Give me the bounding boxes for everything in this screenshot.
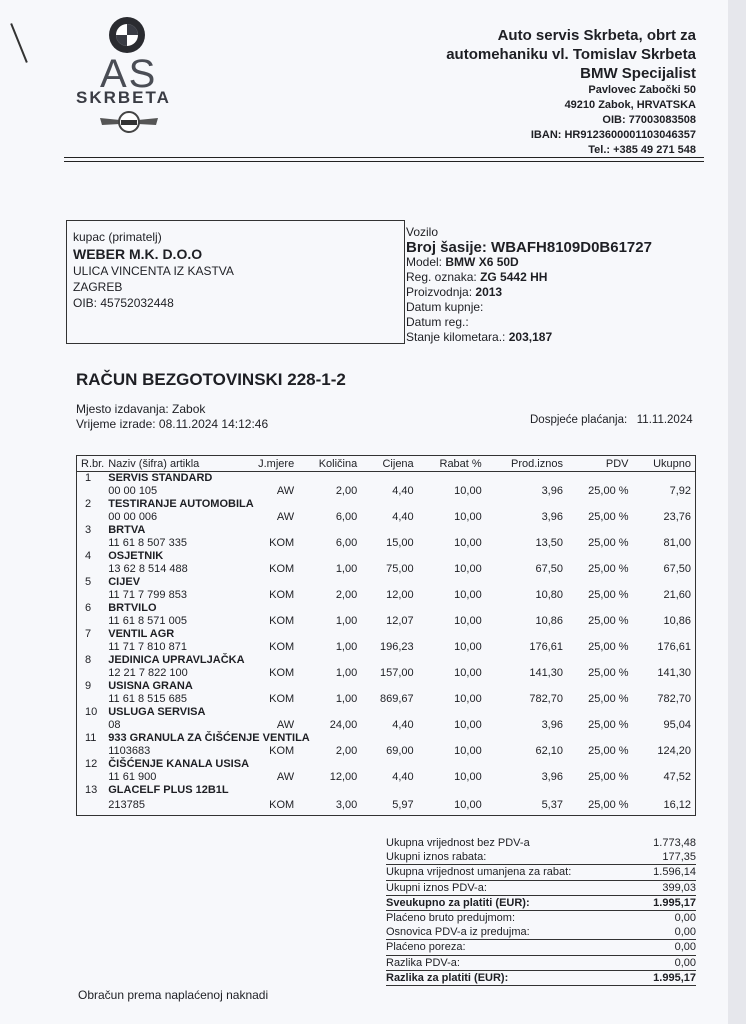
company-city: 49210 Zabok, HRVATSKA bbox=[564, 99, 696, 111]
totals-label: Plaćeno bruto predujmom: bbox=[386, 911, 516, 924]
totals-row bbox=[386, 896, 696, 911]
reg-date-label: Datum reg.: bbox=[406, 315, 469, 329]
table-row-values bbox=[77, 797, 696, 815]
totals-row bbox=[386, 956, 696, 971]
company-address: Pavlovec Zabočki 50 bbox=[588, 84, 696, 96]
totals-row bbox=[386, 911, 696, 925]
item-qty: 1,00 bbox=[335, 563, 358, 575]
table-header-row bbox=[77, 456, 696, 472]
item-no: 4 bbox=[85, 550, 92, 562]
vehicle-label: Vozilo bbox=[406, 225, 439, 239]
model-value: BMW X6 50D bbox=[445, 255, 519, 269]
table-row-values bbox=[77, 563, 696, 576]
item-prod: 176,61 bbox=[529, 641, 563, 653]
item-vat: 25,00 % bbox=[588, 589, 629, 601]
totals-row bbox=[386, 850, 696, 865]
totals-value: 0,00 bbox=[674, 956, 696, 969]
logo-as-text: AS bbox=[100, 52, 158, 96]
table-row-values bbox=[77, 537, 696, 550]
item-qty: 2,00 bbox=[335, 485, 358, 497]
totals-row bbox=[386, 925, 696, 940]
item-prod: 3,96 bbox=[541, 771, 563, 783]
col-price: Cijena bbox=[361, 456, 417, 472]
item-discount: 10,00 bbox=[454, 719, 482, 731]
vehicle-info bbox=[406, 225, 652, 345]
item-prod: 5,37 bbox=[541, 799, 563, 812]
item-code: 00 00 105 bbox=[108, 485, 158, 497]
totals-value: 1.773,48 bbox=[653, 837, 696, 849]
item-unit: KOM bbox=[269, 693, 295, 705]
totals-value: 0,00 bbox=[674, 941, 696, 954]
table-row bbox=[77, 472, 696, 486]
due-date bbox=[530, 414, 693, 426]
item-no: 9 bbox=[85, 680, 92, 692]
item-name: JEDINICA UPRAVLJAČKA bbox=[108, 654, 245, 666]
header-divider bbox=[64, 157, 704, 158]
item-code: 11 71 7 799 853 bbox=[108, 589, 187, 601]
issue-info bbox=[76, 402, 268, 432]
item-price: 4,40 bbox=[392, 771, 414, 783]
year-value: 2013 bbox=[475, 285, 503, 299]
table-row-values bbox=[77, 667, 696, 680]
item-name: VENTIL AGR bbox=[108, 628, 175, 640]
item-prod: 10,80 bbox=[535, 589, 563, 601]
totals-value: 399,03 bbox=[662, 881, 696, 894]
item-vat: 25,00 % bbox=[588, 667, 629, 679]
items-table bbox=[76, 455, 696, 816]
chassis-value: WBAFH8109D0B61727 bbox=[491, 239, 652, 256]
purchase-date-label: Datum kupnje: bbox=[406, 300, 484, 314]
item-discount: 10,00 bbox=[454, 537, 482, 549]
item-code: 213785 bbox=[108, 799, 145, 812]
year-label: Proizvodnja: bbox=[406, 285, 473, 299]
item-name: BRTVILO bbox=[108, 602, 157, 614]
item-name: 933 GRANULA ZA ČIŠĆENJE VENTILA bbox=[108, 732, 310, 744]
item-qty: 1,00 bbox=[335, 667, 358, 679]
item-unit: KOM bbox=[269, 667, 295, 679]
table-row-values bbox=[77, 511, 696, 524]
table-row bbox=[77, 498, 696, 511]
item-price: 869,67 bbox=[380, 693, 414, 705]
item-price: 75,00 bbox=[386, 563, 414, 575]
totals-block bbox=[386, 836, 696, 986]
item-prod: 782,70 bbox=[529, 693, 563, 705]
table-row-values bbox=[77, 615, 696, 628]
item-price: 4,40 bbox=[392, 719, 414, 731]
company-oib: OIB: 77003083508 bbox=[602, 114, 696, 126]
item-total: 141,30 bbox=[657, 667, 691, 679]
company-line3: BMW Specijalist bbox=[580, 65, 696, 82]
item-prod: 10,86 bbox=[535, 615, 563, 627]
item-qty: 2,00 bbox=[335, 589, 358, 601]
item-unit: AW bbox=[276, 719, 295, 731]
buyer-street: ULICA VINCENTA IZ KASTVA bbox=[73, 264, 234, 278]
item-code: 13 62 8 514 488 bbox=[108, 563, 188, 575]
item-no: 1 bbox=[85, 472, 92, 484]
table-row-values bbox=[77, 485, 696, 498]
item-code: 11 61 8 571 005 bbox=[108, 615, 187, 627]
issue-place: Mjesto izdavanja: Zabok bbox=[76, 402, 206, 416]
item-no: 6 bbox=[85, 602, 92, 614]
chassis-label: Broj šasije: bbox=[406, 239, 487, 256]
totals-value: 1.596,14 bbox=[653, 866, 696, 879]
item-qty: 1,00 bbox=[335, 615, 358, 627]
reg-label: Reg. oznaka: bbox=[406, 270, 477, 284]
company-info bbox=[446, 26, 696, 158]
totals-row bbox=[386, 881, 696, 896]
item-discount: 10,00 bbox=[454, 745, 482, 757]
item-code: 11 61 900 bbox=[108, 771, 157, 783]
item-total: 176,61 bbox=[657, 641, 691, 653]
totals-label: Ukupni iznos rabata: bbox=[386, 851, 487, 864]
item-code: 11 71 7 810 871 bbox=[108, 641, 187, 653]
totals-label: Plaćeno poreza: bbox=[386, 941, 466, 954]
item-unit: AW bbox=[276, 511, 295, 523]
bmw-logo-icon bbox=[108, 16, 146, 54]
item-code: 12 21 7 822 100 bbox=[108, 667, 188, 679]
item-total: 16,12 bbox=[663, 799, 691, 812]
item-name: OSJETNIK bbox=[108, 550, 164, 562]
item-vat: 25,00 % bbox=[588, 693, 629, 705]
item-no: 12 bbox=[85, 758, 98, 770]
table-row-values bbox=[77, 589, 696, 602]
totals-value: 177,35 bbox=[662, 851, 696, 864]
item-discount: 10,00 bbox=[454, 641, 482, 653]
totals-value: 0,00 bbox=[674, 911, 696, 924]
item-price: 196,23 bbox=[380, 641, 414, 653]
col-qty: Količina bbox=[298, 456, 361, 472]
buyer-city: ZAGREB bbox=[73, 280, 123, 294]
footer-note: Obračun prema naplaćenoj naknadi bbox=[78, 988, 269, 1002]
item-qty: 24,00 bbox=[329, 719, 358, 731]
table-row-values bbox=[77, 641, 696, 654]
table-row-values bbox=[77, 693, 696, 706]
item-vat: 25,00 % bbox=[588, 563, 629, 575]
item-total: 81,00 bbox=[663, 537, 691, 549]
table-row bbox=[77, 524, 696, 537]
totals-value: 1.995,17 bbox=[653, 971, 696, 984]
table-row bbox=[77, 628, 696, 641]
table-row bbox=[77, 732, 696, 745]
table-row bbox=[77, 576, 696, 589]
totals-label: Ukupna vrijednost umanjena za rabat: bbox=[386, 866, 572, 879]
item-vat: 25,00 % bbox=[588, 719, 629, 731]
item-vat: 25,00 % bbox=[588, 485, 629, 497]
item-discount: 10,00 bbox=[454, 589, 482, 601]
item-name: CIJEV bbox=[108, 576, 141, 588]
col-prod: Prod.iznos bbox=[486, 456, 567, 472]
table-row-values bbox=[77, 771, 696, 784]
item-vat: 25,00 % bbox=[588, 615, 629, 627]
item-price: 5,97 bbox=[392, 799, 414, 812]
item-unit: KOM bbox=[269, 589, 295, 601]
item-discount: 10,00 bbox=[454, 511, 482, 523]
item-prod: 141,30 bbox=[529, 667, 563, 679]
item-unit: KOM bbox=[269, 563, 295, 575]
item-prod: 13,50 bbox=[535, 537, 563, 549]
item-code: 11 61 8 507 335 bbox=[108, 537, 187, 549]
item-qty: 1,00 bbox=[335, 641, 358, 653]
company-iban: IBAN: HR9123600001103046357 bbox=[530, 129, 696, 141]
item-qty: 6,00 bbox=[335, 537, 358, 549]
item-unit: KOM bbox=[269, 799, 295, 812]
item-vat: 25,00 % bbox=[588, 641, 629, 653]
mini-logo-icon bbox=[98, 110, 160, 134]
buyer-oib: OIB: 45752032448 bbox=[73, 296, 174, 310]
item-total: 10,86 bbox=[663, 615, 691, 627]
table-row bbox=[77, 550, 696, 563]
col-name: Naziv (šifra) artikla bbox=[104, 456, 238, 472]
item-code: 11 61 8 515 685 bbox=[108, 693, 187, 705]
item-unit: AW bbox=[276, 485, 295, 497]
reg-value: ZG 5442 HH bbox=[480, 270, 548, 284]
item-code: 1103683 bbox=[108, 745, 151, 757]
item-name: ČIŠĆENJE KANALA USISA bbox=[108, 758, 250, 770]
table-row-values bbox=[77, 719, 696, 732]
col-total: Ukupno bbox=[633, 456, 696, 472]
item-total: 782,70 bbox=[657, 693, 691, 705]
item-price: 15,00 bbox=[386, 537, 414, 549]
item-no: 3 bbox=[85, 524, 92, 536]
item-prod: 3,96 bbox=[541, 511, 563, 523]
item-qty: 2,00 bbox=[335, 745, 358, 757]
item-vat: 25,00 % bbox=[588, 511, 629, 523]
col-discount: Rabat % bbox=[418, 456, 486, 472]
due-label: Dospjeće plaćanja: bbox=[530, 414, 628, 426]
company-line1: Auto servis Skrbeta, obrt za bbox=[497, 27, 696, 44]
header-divider-2 bbox=[64, 161, 704, 162]
item-unit: KOM bbox=[269, 641, 295, 653]
totals-row bbox=[386, 971, 696, 986]
totals-row bbox=[386, 865, 696, 880]
item-vat: 25,00 % bbox=[588, 745, 629, 757]
item-total: 95,04 bbox=[663, 719, 691, 731]
item-discount: 10,00 bbox=[454, 563, 482, 575]
col-rbr: R.br. bbox=[77, 456, 105, 472]
item-price: 157,00 bbox=[380, 667, 414, 679]
item-vat: 25,00 % bbox=[588, 799, 629, 812]
table-row bbox=[77, 654, 696, 667]
item-code: 00 00 006 bbox=[108, 511, 158, 523]
item-discount: 10,00 bbox=[454, 615, 482, 627]
item-unit: AW bbox=[276, 771, 295, 783]
totals-value: 0,00 bbox=[674, 926, 696, 939]
item-no: 13 bbox=[85, 784, 98, 796]
buyer-box bbox=[66, 220, 405, 344]
item-total: 7,92 bbox=[669, 485, 691, 497]
page-edge bbox=[728, 0, 746, 1024]
item-prod: 67,50 bbox=[535, 563, 563, 575]
item-discount: 10,00 bbox=[454, 771, 482, 783]
totals-row bbox=[386, 940, 696, 955]
table-row-values bbox=[77, 745, 696, 758]
item-discount: 10,00 bbox=[454, 693, 482, 705]
item-vat: 25,00 % bbox=[588, 771, 629, 783]
item-name: TESTIRANJE AUTOMOBILA bbox=[108, 498, 254, 510]
table-row bbox=[77, 706, 696, 719]
item-unit: KOM bbox=[269, 745, 295, 757]
item-qty: 3,00 bbox=[335, 799, 358, 812]
item-name: USLUGA SERVISA bbox=[108, 706, 206, 718]
totals-label: Osnovica PDV-a iz predujma: bbox=[386, 926, 530, 939]
item-prod: 3,96 bbox=[541, 719, 563, 731]
model-label: Model: bbox=[406, 255, 443, 269]
item-no: 2 bbox=[85, 498, 92, 510]
item-no: 8 bbox=[85, 654, 92, 666]
item-code: 08 bbox=[108, 719, 121, 731]
item-unit: KOM bbox=[269, 537, 295, 549]
item-qty: 12,00 bbox=[329, 771, 358, 783]
totals-label: Ukupna vrijednost bez PDV-a bbox=[386, 837, 530, 849]
item-price: 12,07 bbox=[386, 615, 414, 627]
table-row bbox=[77, 784, 696, 797]
item-no: 11 bbox=[85, 732, 97, 744]
totals-value: 1.995,17 bbox=[653, 896, 696, 909]
item-discount: 10,00 bbox=[454, 799, 482, 812]
item-total: 124,20 bbox=[657, 745, 691, 757]
item-prod: 62,10 bbox=[535, 745, 563, 757]
item-price: 4,40 bbox=[392, 485, 414, 497]
totals-row bbox=[386, 836, 696, 850]
item-name: USISNA GRANA bbox=[108, 680, 193, 692]
item-vat: 25,00 % bbox=[588, 537, 629, 549]
company-tel: Tel.: +385 49 271 548 bbox=[588, 144, 696, 156]
item-qty: 1,00 bbox=[335, 693, 358, 705]
logo-skrbeta-text: SKRBETA bbox=[76, 88, 171, 107]
item-price: 69,00 bbox=[386, 745, 414, 757]
issue-time: Vrijeme izrade: 08.11.2024 14:12:46 bbox=[76, 417, 269, 431]
item-total: 21,60 bbox=[663, 589, 691, 601]
item-total: 67,50 bbox=[663, 563, 691, 575]
totals-label: Razlika PDV-a: bbox=[386, 956, 460, 969]
km-value: 203,187 bbox=[508, 330, 553, 344]
col-vat: PDV bbox=[567, 456, 633, 472]
buyer-label: kupac (primatelj) bbox=[73, 230, 162, 244]
item-no: 7 bbox=[85, 628, 92, 640]
item-name: SERVIS STANDARD bbox=[108, 472, 213, 484]
table-row bbox=[77, 602, 696, 615]
item-price: 12,00 bbox=[386, 589, 414, 601]
item-discount: 10,00 bbox=[454, 667, 482, 679]
totals-label: Razlika za platiti (EUR): bbox=[386, 971, 509, 984]
item-discount: 10,00 bbox=[454, 485, 482, 497]
totals-label: Ukupni iznos PDV-a: bbox=[386, 881, 487, 894]
item-no: 10 bbox=[85, 706, 98, 718]
due-value: 11.11.2024 bbox=[636, 414, 693, 426]
item-name: GLACELF PLUS 12B1L bbox=[108, 784, 229, 796]
item-no: 5 bbox=[85, 576, 92, 588]
item-unit: KOM bbox=[269, 615, 295, 627]
item-total: 23,76 bbox=[663, 511, 691, 523]
item-total: 47,52 bbox=[663, 771, 691, 783]
totals-label: Sveukupno za platiti (EUR): bbox=[386, 896, 530, 909]
buyer-name: WEBER M.K. D.O.O bbox=[73, 246, 203, 262]
item-qty: 6,00 bbox=[335, 511, 358, 523]
invoice-title: RAČUN BEZGOTOVINSKI 228-1-2 bbox=[76, 370, 346, 389]
table-row bbox=[77, 758, 696, 771]
item-price: 4,40 bbox=[392, 511, 414, 523]
col-unit: J.mjere bbox=[238, 456, 298, 472]
item-name: BRTVA bbox=[108, 524, 146, 536]
company-line2: automehaniku vl. Tomislav Skrbeta bbox=[446, 46, 696, 63]
table-row bbox=[77, 680, 696, 693]
km-label: Stanje kilometara.: bbox=[406, 330, 506, 344]
item-prod: 3,96 bbox=[541, 485, 563, 497]
